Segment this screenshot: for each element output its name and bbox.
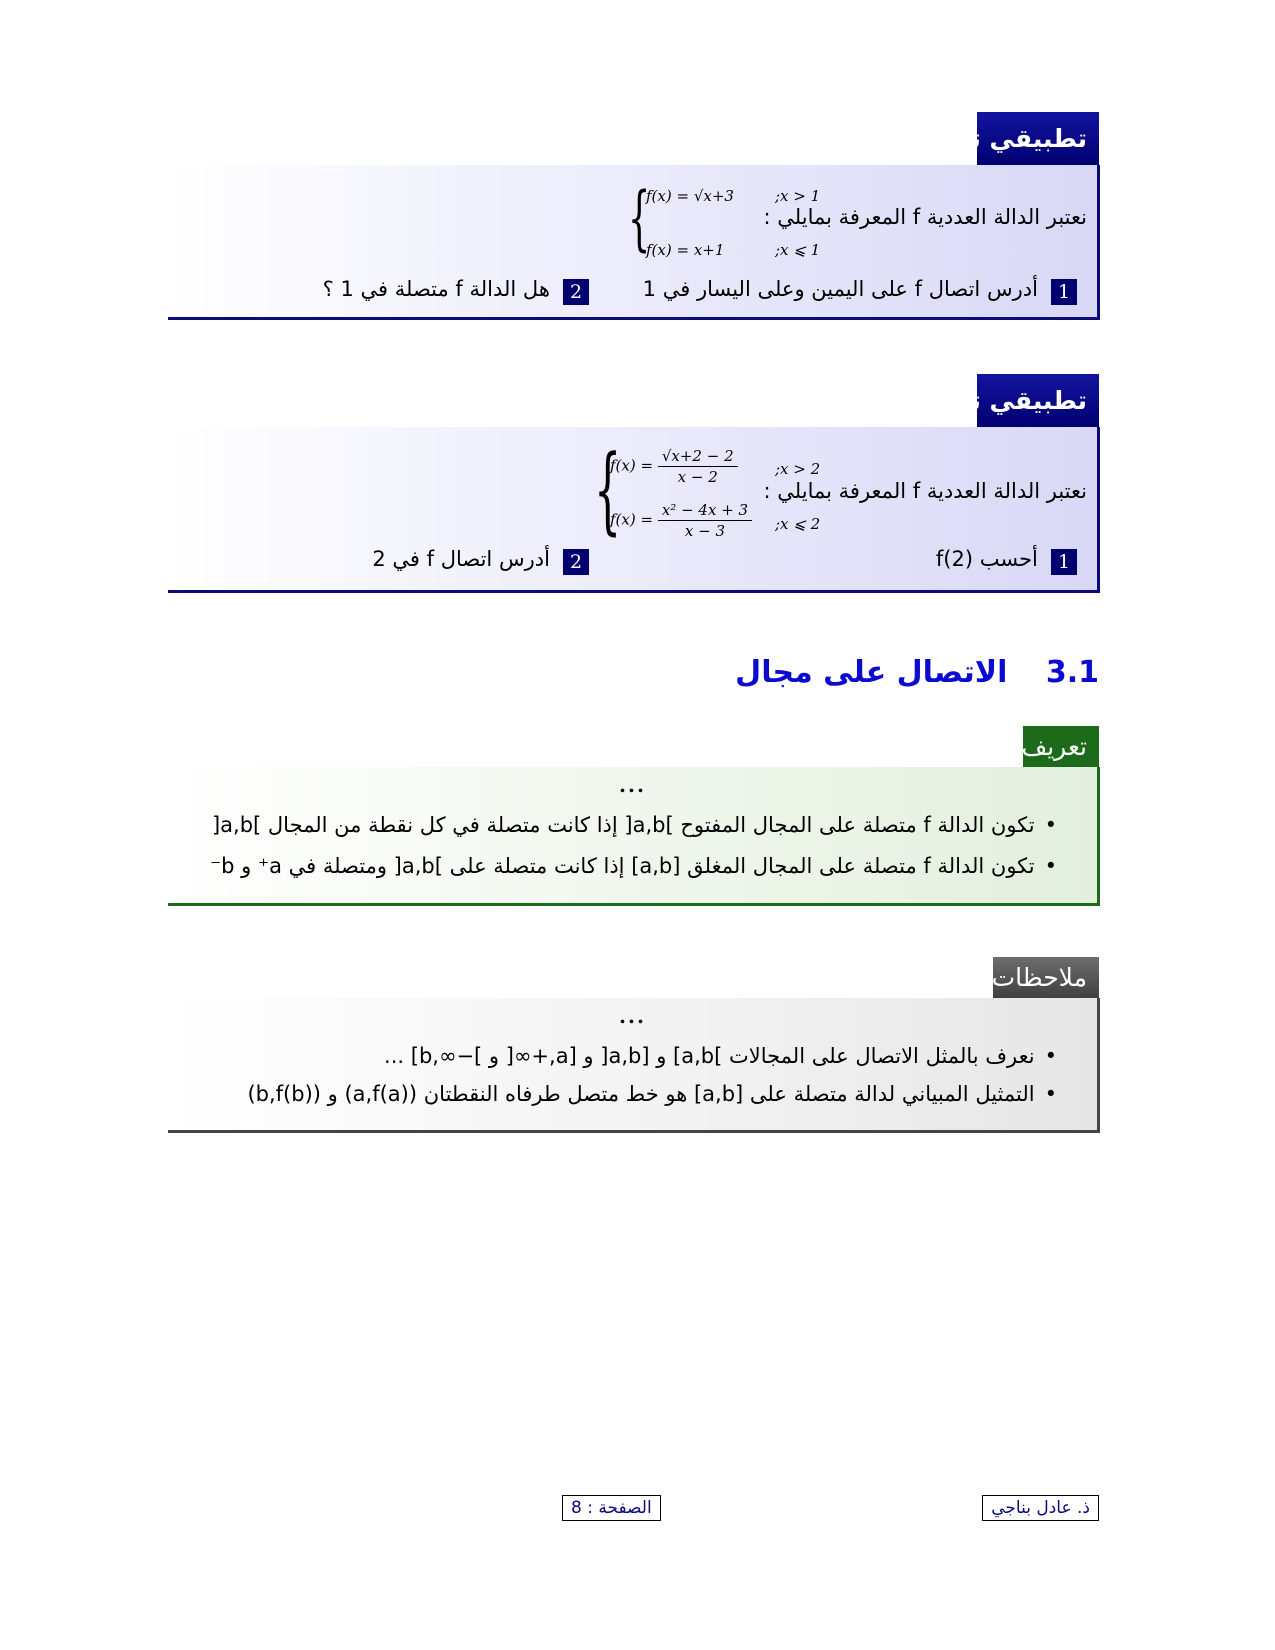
- definition-item-2: [210, 854, 1057, 878]
- exercise-1-question-2: [323, 277, 589, 305]
- exercise-1-box: [168, 165, 1100, 320]
- question-number-badge: 1: [1051, 549, 1077, 575]
- exercise-1-tab: تطبيقي تمرين: [977, 112, 1099, 166]
- exercise-2-piece-2-lhs: f(x) =: [610, 510, 654, 529]
- exercise-1-intro: نعتبر الدالة العددية f المعرفة بمايلي :: [763, 205, 1087, 229]
- remark-item-text: نعرف بالمثل الاتصال على المجالات ]a,b] و [a,b[ و [a,+∞[ و ]−∞,b] ...: [384, 1044, 1035, 1068]
- fraction: [658, 501, 752, 540]
- exercise-1-piece-1-cond: ;x > 1: [775, 187, 821, 205]
- numerator: x² − 4x + 3: [658, 501, 752, 521]
- definition-tab: تعريف: [1023, 726, 1099, 768]
- exercise-2-piece-1-lhs: f(x) =: [610, 456, 654, 475]
- section-title: الاتصال على مجال: [735, 655, 1008, 690]
- exercise-2-question-2: [372, 547, 589, 575]
- exercise-2-piece-2-cond: ;x ⩽ 2: [775, 515, 821, 533]
- definition-item-1: [212, 813, 1057, 837]
- remarks-box: [168, 998, 1100, 1133]
- question-number-badge: 2: [563, 549, 589, 575]
- exercise-2-question-1: [936, 547, 1077, 575]
- bullet-icon: •: [1044, 1082, 1057, 1106]
- denominator: x − 3: [684, 522, 726, 540]
- denominator: x − 2: [677, 468, 718, 486]
- exercise-2-statement: [764, 479, 1087, 503]
- page-number: الصفحة : 8: [562, 1495, 661, 1521]
- remark-item-2: [247, 1082, 1057, 1106]
- piecewise-brace: {: [628, 177, 651, 259]
- exercise-2-piece-1: [610, 447, 738, 486]
- bullet-icon: •: [1044, 813, 1057, 837]
- ellipsis: ...: [619, 1004, 646, 1028]
- exercise-1-piece-2-expr: f(x) = x+1: [646, 241, 725, 259]
- question-text: أحسب f(2): [935, 547, 1038, 571]
- fraction: [658, 447, 738, 486]
- exercise-2-intro: نعتبر الدالة العددية f المعرفة بمايلي :: [763, 479, 1087, 503]
- question-number-badge: 2: [563, 279, 589, 305]
- numerator: √x+2 − 2: [658, 447, 738, 467]
- question-number-badge: 1: [1051, 279, 1077, 305]
- definition-item-text: تكون الدالة f متصلة على المجال المغلق [a,b] إذا كانت متصلة على ]a,b[ ومتصلة في a⁺ و b⁻: [210, 854, 1035, 878]
- piecewise-brace: {: [594, 435, 622, 545]
- question-text: أدرس اتصال f في 2: [372, 547, 550, 571]
- remark-item-1: [384, 1044, 1057, 1068]
- section-heading: [735, 655, 1099, 690]
- remark-item-text: التمثيل المبياني لدالة متصلة على [a,b] هو خط متصل طرفاه النقطتان (a,f(a)) و (b,f(b)): [247, 1082, 1035, 1106]
- definition-box: [168, 767, 1100, 906]
- section-number: 3.1: [1045, 655, 1099, 690]
- exercise-2-box: [168, 427, 1100, 593]
- remarks-tab: ملاحظات: [993, 957, 1099, 999]
- author-name: ذ. عادل بناجي: [982, 1495, 1099, 1521]
- exercise-1-question-1: [643, 277, 1077, 305]
- question-text: أدرس اتصال f على اليمين وعلى اليسار في 1: [642, 277, 1038, 301]
- exercise-2-piece-2: [610, 501, 752, 540]
- exercise-1-piece-1-expr: f(x) = √x+3: [646, 187, 734, 205]
- exercise-1-statement: [764, 205, 1087, 229]
- exercise-2-piece-1-cond: ;x > 2: [775, 460, 821, 478]
- question-text: هل الدالة f متصلة في 1 ؟: [322, 277, 550, 301]
- bullet-icon: •: [1044, 1044, 1057, 1068]
- exercise-2-tab: تطبيقي تمرين: [977, 374, 1099, 428]
- bullet-icon: •: [1044, 854, 1057, 878]
- ellipsis: ...: [619, 773, 646, 797]
- definition-item-text: تكون الدالة f متصلة على المجال المفتوح ]a,b[ إذا كانت متصلة في كل نقطة من المجال ]a,b[: [211, 813, 1035, 837]
- exercise-1-piece-2-cond: ;x ⩽ 1: [775, 241, 821, 259]
